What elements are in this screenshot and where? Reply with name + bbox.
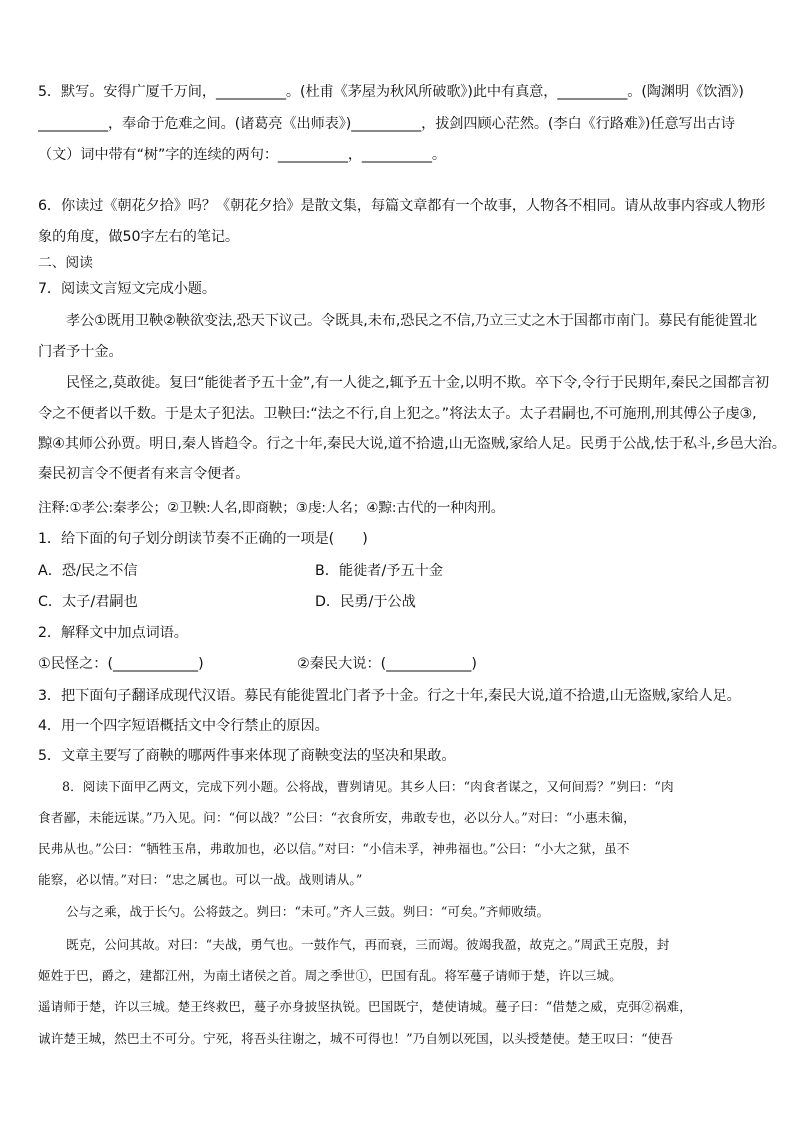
q8-line-5: 公与之乘，战于长勺。公将鼓之。刿曰：“未可。”齐人三鼓。刿曰：“可矣。”齐师败绩。 — [66, 904, 550, 919]
q7-sub2-stem: 2．解释文中加点词语。 — [38, 625, 188, 641]
q7-sub3: 3．把下面句子翻译成现代汉语。募民有能徙置北门者予十金。行之十年,秦民大说,道不拾遗,山无盗贼,家给人足。 — [38, 688, 741, 704]
q7-sub1-option-c: C．太子/君嗣也 — [38, 594, 138, 610]
q6-line-1: 6．你读过《朝花夕拾》吗？《朝花夕拾》是散文集，每篇文章都有一个故事，人物各不相同。请从故事内容或人物形 — [38, 198, 766, 214]
q7-passage-p1-line-1: 孝公①既用卫鞅②鞅欲变法,恐天下议己。令既具,未布,恐民之不信,乃立三丈之木于国都市南门。募民有能徙置北 — [66, 313, 757, 329]
q8-line-6: 既克，公问其故。对曰：“夫战，勇气也。一鼓作气，再而衰，三而竭。彼竭我盈，故克之。”周武王克殷，封 — [66, 937, 670, 952]
q7-sub1-option-a: A．恐/民之不信 — [38, 563, 138, 579]
q7-sub1-option-b: B．能徙者/予五十金 — [315, 563, 444, 579]
q8-line-3: 民弗从也。”公曰：“牺牲玉帛，弗敢加也，必以信。”对曰：“小信未孚，神弗福也。”公曰：“小大之狱，虽不 — [38, 841, 630, 856]
q8-line-4: 能察，必以情。”对曰：“忠之属也。可以一战。战则请从。” — [38, 872, 363, 887]
q7-passage-p1-line-2: 门者予十金。 — [38, 344, 123, 360]
q7-sub2-blank-a: ①民怪之：(____________) — [38, 656, 204, 672]
q7-sub1-option-d: D．民勇/于公战 — [315, 594, 416, 610]
q7-sub5: 5．文章主要写了商鞅的哪两件事来体现了商鞅变法的坚决和果敢。 — [38, 748, 456, 764]
q7-intro: 7．阅读文言短文完成小题。 — [38, 281, 216, 297]
q7-passage-p2-line-1: 民怪之,莫敢徙。复曰“能徙者予五十金”,有一人徙之,辄予五十金,以明不欺。卒下令,令行于民期年,秦民之国都言初 — [66, 375, 770, 391]
q8-line-1: 8．阅读下面甲乙两文，完成下列小题。公将战，曹刿请见。其乡人曰：“肉食者谋之，又何间焉？”刿曰：“肉 — [62, 779, 674, 794]
q8-line-7: 姬姓于巴，爵之，建都江州，为南土诸侯之首。周之季世①，巴国有乱。将军蔓子请师于楚，许以三城。 — [38, 968, 622, 983]
section-title: 二、阅读 — [38, 255, 93, 271]
q8-line-9: 诚许楚王城，然巴土不可分。宁死，将吾头往谢之，城不可得也！”乃自刎以死国，以头授楚使。楚王叹曰：“使吾 — [38, 1031, 674, 1046]
q5-line-1: 5．默写。安得广厦千万间，__________。(杜甫《茅屋为秋风所破歌》)此中有真意，__________。(陶渊明《饮酒》) — [38, 84, 744, 100]
q8-line-8: 遥请师于楚，许以三城。楚王终救巴，蔓子亦身披坚执锐。巴国既宁，楚使请城。蔓子曰：“借楚之威，克弭②祸难， — [38, 999, 692, 1014]
q6-line-2: 象的角度，做50字左右的笔记。 — [38, 229, 239, 245]
q7-sub1-stem: 1．给下面的句子划分朗读节奏不正确的一项是( ) — [38, 531, 368, 547]
q7-notes: 注释:①孝公:秦孝公；②卫鞅:人名,即商鞅；③虔:人名；④黥:古代的一种肉刑。 — [38, 500, 505, 516]
q7-passage-p2-line-3: 黥④其师公孙贾。明日,秦人皆趋令。行之十年,秦民大说,道不拾遗,山无盗贼,家给人足。民勇于公战,怯于私斗,乡邑大治。 — [38, 436, 786, 452]
q7-passage-p2-line-4: 秦民初言令不便者有来言令便者。 — [38, 466, 250, 482]
q7-passage-p2-line-2: 令之不便者以千数。于是太子犯法。卫鞅曰:“法之不行,自上犯之。”将法太子。太子君嗣也,不可施刑,刑其傅公子虔③, — [38, 406, 757, 422]
q7-sub2-blank-b: ②秦民大说：(____________) — [297, 656, 477, 672]
q5-line-2: __________，奉命于危难之间。(诸葛亮《出师表》)__________，拔剑四顾心茫然。(李白《行路难》)任意写出古诗 — [38, 116, 735, 132]
q7-sub4: 4．用一个四字短语概括文中令行禁止的原因。 — [38, 718, 329, 734]
q8-line-2: 食者鄙，未能远谋。”乃入见。问：“何以战？”公曰：“衣食所安，弗敢专也，必以分人。”对曰：“小惠未徧， — [38, 810, 636, 825]
q5-line-3: （文）词中带有“树”字的连续的两句：__________，__________。 — [38, 147, 446, 163]
